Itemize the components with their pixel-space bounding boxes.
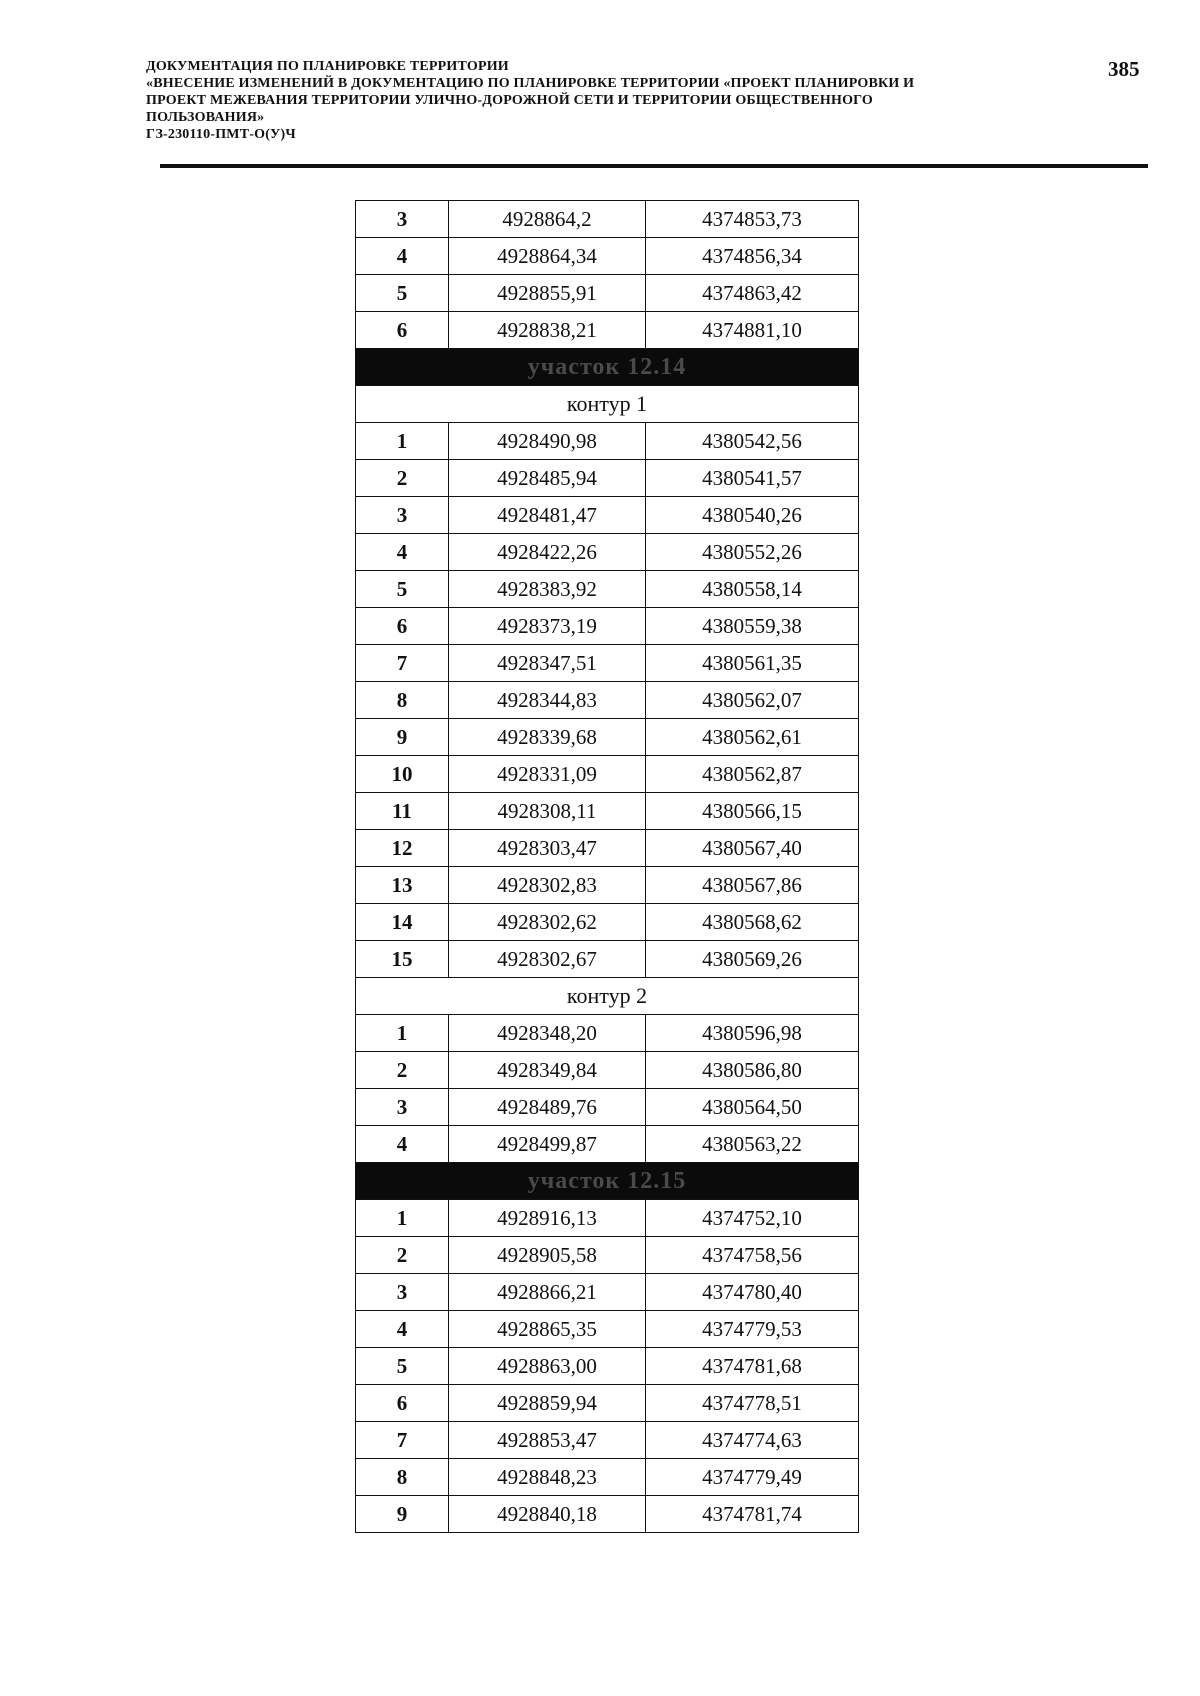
point-number-cell: 4 bbox=[356, 238, 449, 275]
header-line-document-code: ГЗ-230110-ПМТ-О(У)Ч bbox=[146, 127, 296, 142]
header-line-subtitle-1: «ВНЕСЕНИЕ ИЗМЕНЕНИЙ В ДОКУМЕНТАЦИЮ ПО ПЛАНИРОВКЕ ТЕРРИТОРИИ «ПРОЕКТ ПЛАНИРОВКИ И bbox=[146, 76, 915, 91]
y-coordinate-cell: 4380586,80 bbox=[646, 1052, 859, 1089]
x-coordinate-cell: 4928916,13 bbox=[449, 1200, 646, 1237]
header-line-subtitle-2: ПРОЕКТ МЕЖЕВАНИЯ ТЕРРИТОРИИ УЛИЧНО-ДОРОЖНОЙ СЕТИ И ТЕРРИТОРИИ ОБЩЕСТВЕННОГО bbox=[146, 93, 874, 108]
x-coordinate-cell: 4928349,84 bbox=[449, 1052, 646, 1089]
x-coordinate-cell: 4928308,11 bbox=[449, 793, 646, 830]
x-coordinate-cell: 4928866,21 bbox=[449, 1274, 646, 1311]
y-coordinate-cell: 4380596,98 bbox=[646, 1015, 859, 1052]
y-coordinate-cell: 4374781,74 bbox=[646, 1496, 859, 1533]
y-coordinate-cell: 4380567,86 bbox=[646, 867, 859, 904]
point-number-cell: 9 bbox=[356, 1496, 449, 1533]
table-row bbox=[356, 719, 859, 756]
header-divider bbox=[160, 164, 1148, 168]
point-number-cell: 1 bbox=[356, 423, 449, 460]
y-coordinate-cell: 4380559,38 bbox=[646, 608, 859, 645]
point-number-cell: 7 bbox=[356, 645, 449, 682]
y-coordinate-cell: 4374774,63 bbox=[646, 1422, 859, 1459]
x-coordinate-cell: 4928481,47 bbox=[449, 497, 646, 534]
point-number-cell: 13 bbox=[356, 867, 449, 904]
x-coordinate-cell: 4928489,76 bbox=[449, 1089, 646, 1126]
y-coordinate-cell: 4380564,50 bbox=[646, 1089, 859, 1126]
y-coordinate-cell: 4374863,42 bbox=[646, 275, 859, 312]
point-number-cell: 6 bbox=[356, 1385, 449, 1422]
section-label: участок 12.15 bbox=[356, 1163, 859, 1200]
y-coordinate-cell: 4374758,56 bbox=[646, 1237, 859, 1274]
x-coordinate-cell: 4928331,09 bbox=[449, 756, 646, 793]
y-coordinate-cell: 4380563,22 bbox=[646, 1126, 859, 1163]
table-row bbox=[356, 756, 859, 793]
table-row bbox=[356, 867, 859, 904]
y-coordinate-cell: 4380561,35 bbox=[646, 645, 859, 682]
table-row bbox=[356, 830, 859, 867]
page-number: 385 bbox=[1108, 57, 1140, 81]
contour-header-row bbox=[356, 386, 859, 423]
y-coordinate-cell: 4374779,53 bbox=[646, 1311, 859, 1348]
x-coordinate-cell: 4928303,47 bbox=[449, 830, 646, 867]
point-number-cell: 5 bbox=[356, 1348, 449, 1385]
x-coordinate-cell: 4928302,62 bbox=[449, 904, 646, 941]
point-number-cell: 4 bbox=[356, 1311, 449, 1348]
table-row bbox=[356, 275, 859, 312]
y-coordinate-cell: 4374881,10 bbox=[646, 312, 859, 349]
section-header-row bbox=[356, 349, 859, 386]
table-row bbox=[356, 682, 859, 719]
point-number-cell: 11 bbox=[356, 793, 449, 830]
y-coordinate-cell: 4374856,34 bbox=[646, 238, 859, 275]
coordinates-table-body bbox=[356, 201, 859, 1533]
point-number-cell: 14 bbox=[356, 904, 449, 941]
y-coordinate-cell: 4380562,87 bbox=[646, 756, 859, 793]
x-coordinate-cell: 4928348,20 bbox=[449, 1015, 646, 1052]
x-coordinate-cell: 4928864,34 bbox=[449, 238, 646, 275]
point-number-cell: 5 bbox=[356, 275, 449, 312]
table-row bbox=[356, 793, 859, 830]
point-number-cell: 1 bbox=[356, 1015, 449, 1052]
table-row bbox=[356, 312, 859, 349]
table-row bbox=[356, 460, 859, 497]
table-row bbox=[356, 1126, 859, 1163]
table-row bbox=[356, 1200, 859, 1237]
point-number-cell: 7 bbox=[356, 1422, 449, 1459]
x-coordinate-cell: 4928302,67 bbox=[449, 941, 646, 978]
x-coordinate-cell: 4928499,87 bbox=[449, 1126, 646, 1163]
x-coordinate-cell: 4928838,21 bbox=[449, 312, 646, 349]
x-coordinate-cell: 4928302,83 bbox=[449, 867, 646, 904]
point-number-cell: 12 bbox=[356, 830, 449, 867]
y-coordinate-cell: 4380541,57 bbox=[646, 460, 859, 497]
y-coordinate-cell: 4380568,62 bbox=[646, 904, 859, 941]
document-header bbox=[146, 58, 1046, 143]
x-coordinate-cell: 4928347,51 bbox=[449, 645, 646, 682]
table-row bbox=[356, 238, 859, 275]
section-label: участок 12.14 bbox=[356, 349, 859, 386]
table-row bbox=[356, 1459, 859, 1496]
y-coordinate-cell: 4380542,56 bbox=[646, 423, 859, 460]
point-number-cell: 8 bbox=[356, 1459, 449, 1496]
x-coordinate-cell: 4928905,58 bbox=[449, 1237, 646, 1274]
table-row bbox=[356, 904, 859, 941]
coordinates-table bbox=[355, 200, 859, 1533]
y-coordinate-cell: 4374752,10 bbox=[646, 1200, 859, 1237]
point-number-cell: 6 bbox=[356, 312, 449, 349]
table-row bbox=[356, 1385, 859, 1422]
table-row bbox=[356, 497, 859, 534]
table-row bbox=[356, 201, 859, 238]
point-number-cell: 15 bbox=[356, 941, 449, 978]
y-coordinate-cell: 4374778,51 bbox=[646, 1385, 859, 1422]
point-number-cell: 8 bbox=[356, 682, 449, 719]
x-coordinate-cell: 4928865,35 bbox=[449, 1311, 646, 1348]
x-coordinate-cell: 4928490,98 bbox=[449, 423, 646, 460]
y-coordinate-cell: 4380558,14 bbox=[646, 571, 859, 608]
x-coordinate-cell: 4928859,94 bbox=[449, 1385, 646, 1422]
x-coordinate-cell: 4928485,94 bbox=[449, 460, 646, 497]
table-row bbox=[356, 1052, 859, 1089]
y-coordinate-cell: 4374779,49 bbox=[646, 1459, 859, 1496]
table-row bbox=[356, 1496, 859, 1533]
y-coordinate-cell: 4374781,68 bbox=[646, 1348, 859, 1385]
x-coordinate-cell: 4928344,83 bbox=[449, 682, 646, 719]
section-header-row bbox=[356, 1163, 859, 1200]
y-coordinate-cell: 4380562,61 bbox=[646, 719, 859, 756]
y-coordinate-cell: 4380569,26 bbox=[646, 941, 859, 978]
x-coordinate-cell: 4928863,00 bbox=[449, 1348, 646, 1385]
y-coordinate-cell: 4380540,26 bbox=[646, 497, 859, 534]
table-row bbox=[356, 534, 859, 571]
x-coordinate-cell: 4928373,19 bbox=[449, 608, 646, 645]
y-coordinate-cell: 4380566,15 bbox=[646, 793, 859, 830]
table-row bbox=[356, 1311, 859, 1348]
point-number-cell: 2 bbox=[356, 1052, 449, 1089]
contour-header-row bbox=[356, 978, 859, 1015]
point-number-cell: 4 bbox=[356, 1126, 449, 1163]
x-coordinate-cell: 4928840,18 bbox=[449, 1496, 646, 1533]
contour-label: контур 1 bbox=[356, 386, 859, 423]
y-coordinate-cell: 4380567,40 bbox=[646, 830, 859, 867]
table-row bbox=[356, 1274, 859, 1311]
point-number-cell: 3 bbox=[356, 201, 449, 238]
contour-label: контур 2 bbox=[356, 978, 859, 1015]
x-coordinate-cell: 4928855,91 bbox=[449, 275, 646, 312]
point-number-cell: 4 bbox=[356, 534, 449, 571]
y-coordinate-cell: 4374780,40 bbox=[646, 1274, 859, 1311]
table-row bbox=[356, 423, 859, 460]
x-coordinate-cell: 4928853,47 bbox=[449, 1422, 646, 1459]
table-row bbox=[356, 645, 859, 682]
x-coordinate-cell: 4928848,23 bbox=[449, 1459, 646, 1496]
table-row bbox=[356, 608, 859, 645]
point-number-cell: 9 bbox=[356, 719, 449, 756]
x-coordinate-cell: 4928339,68 bbox=[449, 719, 646, 756]
y-coordinate-cell: 4374853,73 bbox=[646, 201, 859, 238]
point-number-cell: 5 bbox=[356, 571, 449, 608]
point-number-cell: 1 bbox=[356, 1200, 449, 1237]
point-number-cell: 2 bbox=[356, 1237, 449, 1274]
table-row bbox=[356, 1089, 859, 1126]
point-number-cell: 3 bbox=[356, 1089, 449, 1126]
y-coordinate-cell: 4380552,26 bbox=[646, 534, 859, 571]
point-number-cell: 6 bbox=[356, 608, 449, 645]
header-line-subtitle-3: ПОЛЬЗОВАНИЯ» bbox=[146, 110, 265, 125]
x-coordinate-cell: 4928422,26 bbox=[449, 534, 646, 571]
x-coordinate-cell: 4928383,92 bbox=[449, 571, 646, 608]
point-number-cell: 3 bbox=[356, 497, 449, 534]
table-row bbox=[356, 1237, 859, 1274]
table-row bbox=[356, 1422, 859, 1459]
table-row bbox=[356, 571, 859, 608]
y-coordinate-cell: 4380562,07 bbox=[646, 682, 859, 719]
point-number-cell: 2 bbox=[356, 460, 449, 497]
header-line-title: ДОКУМЕНТАЦИЯ ПО ПЛАНИРОВКЕ ТЕРРИТОРИИ bbox=[146, 59, 509, 74]
table-row bbox=[356, 1015, 859, 1052]
x-coordinate-cell: 4928864,2 bbox=[449, 201, 646, 238]
table-row bbox=[356, 941, 859, 978]
table-row bbox=[356, 1348, 859, 1385]
point-number-cell: 10 bbox=[356, 756, 449, 793]
point-number-cell: 3 bbox=[356, 1274, 449, 1311]
